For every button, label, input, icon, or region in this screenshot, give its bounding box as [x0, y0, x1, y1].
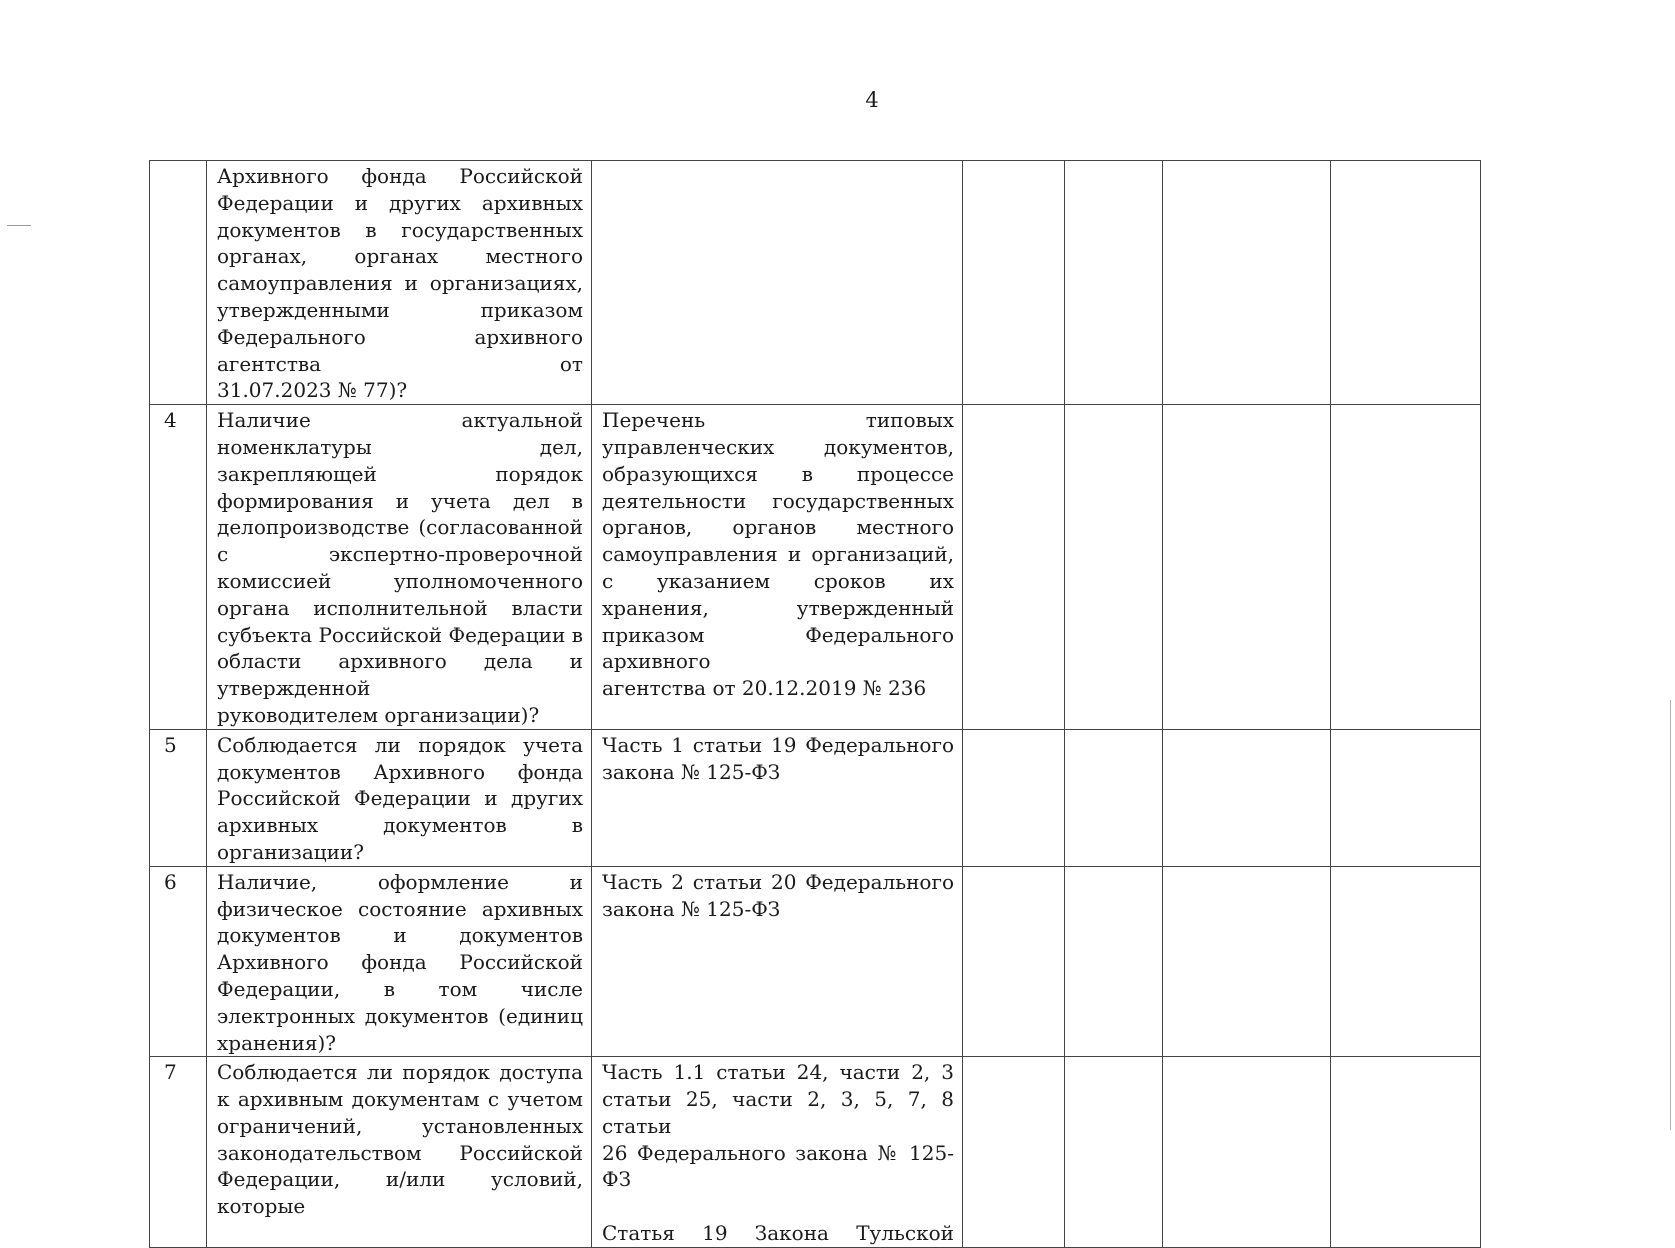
table-row	[150, 1057, 1481, 1248]
empty-cell	[1163, 866, 1331, 1057]
scan-artifact-edge	[1670, 700, 1671, 1130]
empty-cell	[1065, 1057, 1163, 1248]
question-text-last: хранения)?	[217, 1030, 336, 1055]
table-row	[150, 866, 1481, 1057]
empty-cell	[1163, 161, 1331, 405]
empty-cell	[1065, 161, 1163, 405]
row-number: 7	[150, 1057, 207, 1248]
basis-text-last: агентства от 20.12.2019 № 236	[602, 676, 927, 701]
basis-text-last: закона № 125-ФЗ	[602, 759, 781, 784]
empty-cell	[1065, 405, 1163, 730]
empty-cell	[1331, 161, 1481, 405]
empty-cell	[963, 405, 1065, 730]
empty-cell	[1331, 405, 1481, 730]
table-row	[150, 161, 1481, 405]
question-cell	[207, 405, 592, 730]
empty-cell	[963, 161, 1065, 405]
question-text: Архивного фонда Российской Федерации и других архивных документов в государственных органах, органах местного самоуправления и организациях, утвержденными приказом Федерального архивного агентства от	[217, 164, 583, 376]
empty-cell	[1065, 866, 1163, 1057]
question-text-last: руководителем организации)?	[217, 702, 540, 727]
basis-cell	[592, 729, 963, 866]
page-number: 4	[865, 88, 879, 112]
empty-cell	[1331, 1057, 1481, 1248]
basis-text: Часть 2 статьи 20 Федерального	[602, 869, 954, 894]
row-number: 6	[150, 866, 207, 1057]
empty-cell	[963, 729, 1065, 866]
empty-cell	[1331, 729, 1481, 866]
question-text: Соблюдается ли порядок учета документов Архивного фонда Российской Федерации и других архивных документов в	[217, 732, 583, 838]
empty-cell	[1163, 729, 1331, 866]
checklist-table	[149, 160, 1481, 1248]
scan-artifact-mark	[7, 225, 31, 226]
question-cell	[207, 729, 592, 866]
basis-text: Часть 1.1 статьи 24, части 2, 3 статьи 25, части 2, 3, 5, 7, 8 статьи	[602, 1060, 954, 1138]
question-cell	[207, 866, 592, 1057]
question-text-last: 31.07.2023 № 77)?	[217, 378, 408, 403]
basis-cell	[592, 161, 963, 405]
row-number: 5	[150, 729, 207, 866]
question-text: Наличие, оформление и физическое состояние архивных документов и документов Архивного фонда Российской Федерации, в том числе электронных документов (единиц	[217, 869, 583, 1028]
basis-text-last: 26 Федерального закона № 125-ФЗ	[602, 1140, 954, 1192]
empty-cell	[1331, 866, 1481, 1057]
question-text: Соблюдается ли порядок доступа к архивным документам с учетом ограничений, установленных законодательством Российской Федерации, и/или условий, которые	[217, 1060, 583, 1219]
basis-cell	[592, 1057, 963, 1248]
basis-text-extra: Статья 19 Закона Тульской	[602, 1221, 954, 1246]
basis-text: Перечень типовых управленческих документов, образующихся в процессе деятельности государственных органов, органов местного самоуправления и организаций, с указанием сроков их хранения, утвержденный приказом Федерального архивного	[602, 408, 954, 674]
basis-cell	[592, 405, 963, 730]
basis-text: Часть 1 статьи 19 Федерального	[602, 732, 954, 757]
row-number	[150, 161, 207, 405]
blank-line	[602, 1193, 954, 1220]
basis-text-last: закона № 125-ФЗ	[602, 896, 781, 921]
question-cell	[207, 1057, 592, 1248]
question-text: Наличие актуальной номенклатуры дел, закрепляющей порядок формирования и учета дел в делопроизводстве (согласованной с экспертно-проверочной комиссией уполномоченного органа исполнительной власти субъекта Российской Федерации в области архивного дела и утвержденной	[217, 408, 583, 701]
row-number: 4	[150, 405, 207, 730]
empty-cell	[1163, 1057, 1331, 1248]
question-text-last: организации?	[217, 839, 364, 864]
empty-cell	[1065, 729, 1163, 866]
empty-cell	[1163, 405, 1331, 730]
empty-cell	[963, 866, 1065, 1057]
basis-cell	[592, 866, 963, 1057]
question-cell	[207, 161, 592, 405]
table-row	[150, 729, 1481, 866]
empty-cell	[963, 1057, 1065, 1248]
table-row	[150, 405, 1481, 730]
